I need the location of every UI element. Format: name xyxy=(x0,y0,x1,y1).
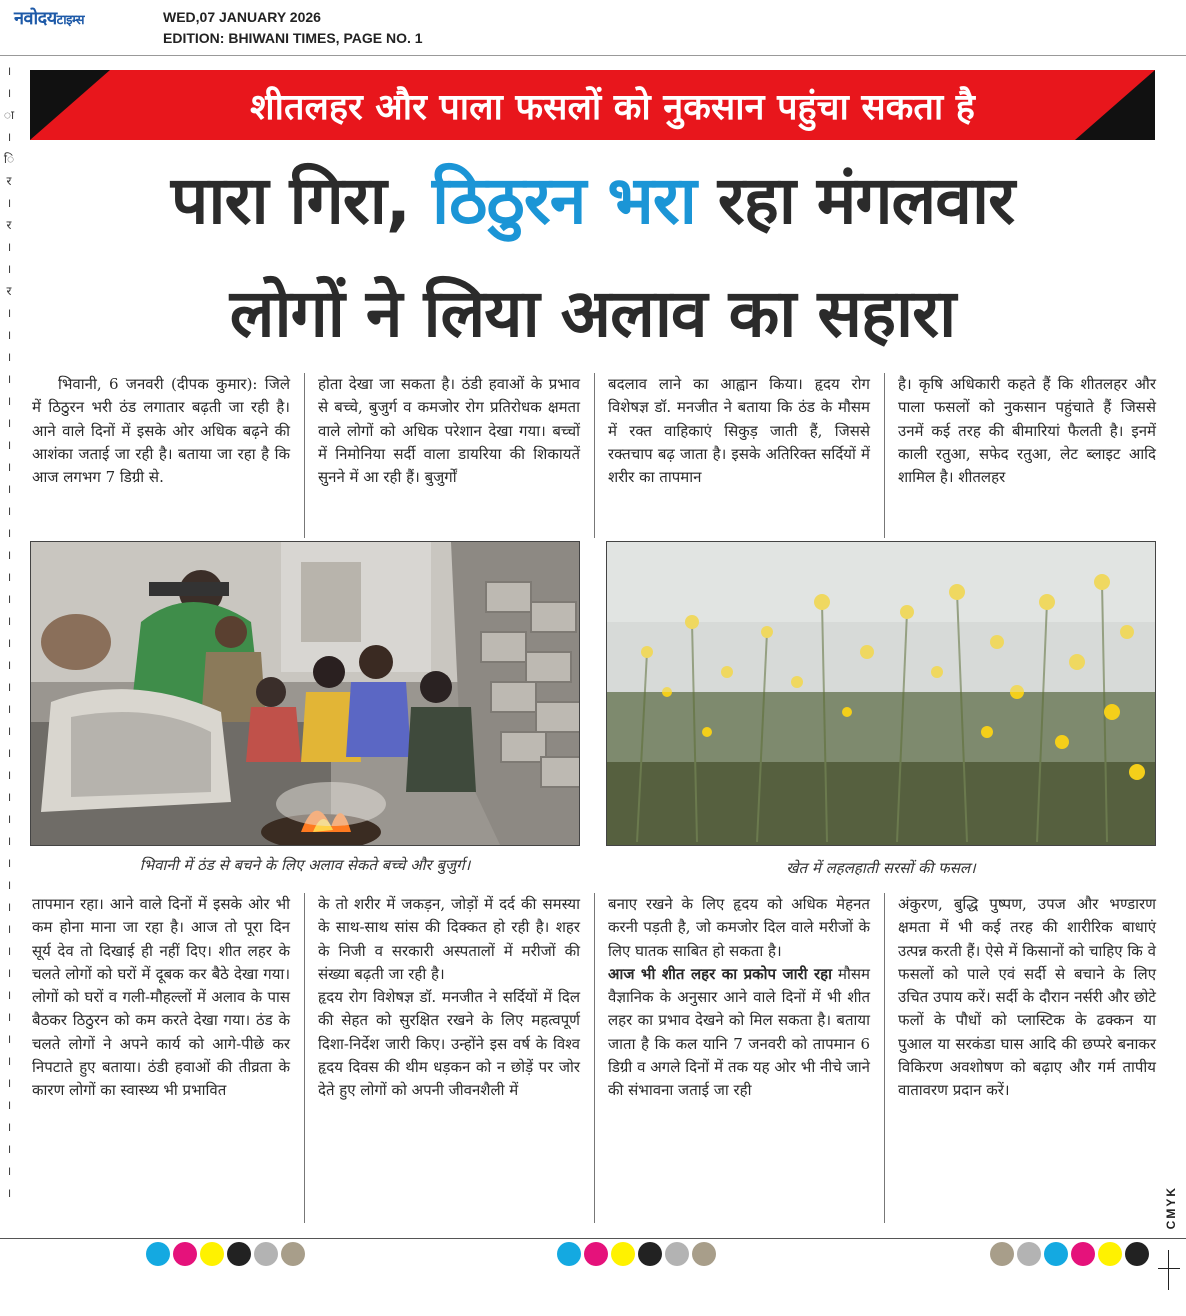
article-col-2-top: होता देखा जा सकता है। ठंडी हवाओं के प्रभाव से बच्चे, बुजुर्ग व कमजोर रोग प्रतिरोधक क्षमता वाले लोगों को अधिक परेशान देखा गया। बच्चों में निमोनिया सर्दी वाला डायरिया की शिकायतें सुनने में आ रही हैं। बुजुर्गों xyxy=(318,375,580,487)
black-dot xyxy=(1125,1242,1149,1266)
article-col-3-top: बदलाव लाने का आह्वान किया। हृदय रोग विशेषज्ञ डॉ. मनजीत ने बताया कि ठंड के मौसम में रक्त वाहिकाएं सिकुड़ जाती हैं, जिससे रक्तचाप बढ़ जाता है। इसके अतिरिक्त सर्दियों में शरीर का तापमान xyxy=(608,375,870,487)
grey-dot xyxy=(1017,1242,1041,1266)
mustard-field-image xyxy=(607,542,1156,846)
logo-main: नवोदय xyxy=(14,8,57,29)
mustard-field-photo xyxy=(606,541,1156,846)
col-3-para-2: आज भी शीत लहर का प्रकोप जारी रहा मौसम वैज्ञानिक के अनुसार आने वाले दिनों में भी शीत लहर का प्रभाव देखने को मिल सकता है। बताया जाता है कि कल यानि 7 जनवरी को तापमान 6 डिग्री व अगले दिनों में तक यह ओर भी नीचे जाने की संभावना जताई जा रही xyxy=(608,964,871,1100)
registration-dots-center xyxy=(557,1242,716,1266)
article-col-4-top: है। कृषि अधिकारी कहते हैं कि शीतलहर और पाला फसलों को नुकसान पहुंचाते हैं जिससे उनमें कई तरह की बीमारियां फैलती है। इनमें काली रतुआ, सफेद रतुआ, लेट ब्लाइट आदि शामिल है। शीतलहर xyxy=(898,375,1156,487)
headline-highlight: ठिठुरन भरा xyxy=(431,162,696,239)
mustard-photo-caption: खेत में लहलहाती सरसों की फसल। xyxy=(786,859,976,877)
headline-line-2: लोगों ने लिया अलाव का सहारा xyxy=(229,275,956,352)
grey-dot xyxy=(254,1242,278,1266)
black-dot xyxy=(227,1242,251,1266)
yellow-dot xyxy=(1098,1242,1122,1266)
page-bottom-rule xyxy=(0,1238,1186,1239)
registration-dots-right xyxy=(990,1242,1149,1266)
tan-dot xyxy=(692,1242,716,1266)
tan-dot xyxy=(281,1242,305,1266)
banner-text: शीतलहर और पाला फसलों को नुकसान पहुंचा सकता है xyxy=(250,86,975,128)
masthead xyxy=(0,0,1186,55)
registration-dots-left xyxy=(146,1242,305,1266)
article-col-3-bottom xyxy=(608,893,870,1103)
bonfire-photo-image xyxy=(31,542,580,846)
bonfire-photo-caption: भिवानी में ठंड से बचने के लिए अलाव सेकते बच्चे और बुजुर्ग। xyxy=(139,856,471,874)
magenta-dot xyxy=(173,1242,197,1266)
adjacent-page-edge: । । ा । ि र । र । । र । । । । । । । । । । । । । । । । । । । । । । । । । । । । । । । । । । । । । । । । । xyxy=(3,64,15,1200)
article-col-4-bottom: अंकुरण, बुद्धि पुष्पण, उपज और भण्डारण क्षमता में भी कई तरह की शारीरिक बाधाएं उत्पन्न करती हैं। ऐसे में किसानों को चाहिए कि वे फसलों को पाले एवं सर्दी से बचाने के लिए उचित उपाय करें। सर्दी के दौरान नर्सरी और छोटे फलों के पौधों को प्लास्टिक के ढक्कन या पुआल या सरकंडा घास आदि की छप्परे बनाकर विकिरण अवशोषण को बढ़ाए और गर्म तापीय वातावरण प्रदान करें। xyxy=(898,895,1156,1100)
yellow-dot xyxy=(200,1242,224,1266)
cyan-dot xyxy=(1044,1242,1068,1266)
col-2-para-1: के तो शरीर में जकड़न, जोड़ों में दर्द की समस्या के साथ-साथ सांस की दिक्कत हो रही है। शहर के निजी व सरकारी अस्पतालों में मरीजों की संख्या बढ़ती जा रही है। xyxy=(318,895,580,983)
cmyk-mark: CMYK xyxy=(1164,1186,1178,1230)
bonfire-photo xyxy=(30,541,580,846)
article-col-1-bottom: तापमान रहा। आने वाले दिनों में इसके ओर भी कम होना माना जा रहा है। आज तो पूरा दिन सूर्य देव तो दिखाई ही नहीं दिए। शीत लहर के चलते लोगों को घरों में दूबक कर बैठे देखा गया। लोगों को घरों व गली-मौहल्लों में अलाव के पास बैठकर ठिठुरन को कम करते देखा गया। ठंड के चलते लोगों ने अपने कार्य को आगे-पीछे कर निपटाते हुए बताया। ठंडी हवाओं की तीव्रता के कारण लोगों का स्वास्थ्य भी प्रभावित xyxy=(32,895,290,1100)
magenta-dot xyxy=(584,1242,608,1266)
kicker-banner xyxy=(30,70,1155,140)
tan-dot xyxy=(990,1242,1014,1266)
grey-dot xyxy=(665,1242,689,1266)
cyan-dot xyxy=(557,1242,581,1266)
black-dot xyxy=(638,1242,662,1266)
headline-line-1: पारा गिरा, ठिठुरन भरा रहा मंगलवार xyxy=(170,162,1015,239)
magenta-dot xyxy=(1071,1242,1095,1266)
crop-mark xyxy=(1168,1250,1169,1290)
crop-mark xyxy=(1158,1268,1180,1269)
article-col-1-top: भिवानी, 6 जनवरी (दीपक कुमार): जिले में ठिठुरन भरी ठंड लगातार बढ़ती जा रही है। आने वाले दिनों में इसके ओर अधिक बढ़ने की आशंका जताई जा रही है। बताया जा रहा है कि आज लगभग 7 डिग्री से. xyxy=(32,375,290,487)
col-3-para-1: बनाए रखने के लिए हृदय को अधिक मेहनत करनी पड़ती है, जो कमजोर दिल वाले मरीजों के लिए घातक साबित हो सकता है। xyxy=(608,895,870,960)
article-col-2-bottom xyxy=(318,893,580,1103)
newspaper-logo xyxy=(14,6,84,30)
cyan-dot xyxy=(146,1242,170,1266)
edition-info: EDITION: BHIWANI TIMES, PAGE NO. 1 xyxy=(163,30,423,46)
logo-sub: टाइम्स xyxy=(56,13,84,28)
issue-date: WED,07 JANUARY 2026 xyxy=(163,9,321,25)
masthead-divider xyxy=(0,55,1186,56)
col-2-para-2: हृदय रोग विशेषज्ञ डॉ. मनजीत ने सर्दियों में दिल की सेहत को सुरक्षित रखने के लिए महत्वपूर्ण दिशा-निर्देश जारी किए। उन्होंने इस वर्ष के विश्व हृदय दिवस की थीम धड़कन को न छोड़ें पर जोर देते हुए लोगों को अपनी जीवनशैली में xyxy=(318,988,580,1100)
subheading-cold-wave: आज भी शीत लहर का प्रकोप जारी रहा xyxy=(608,964,833,983)
yellow-dot xyxy=(611,1242,635,1266)
